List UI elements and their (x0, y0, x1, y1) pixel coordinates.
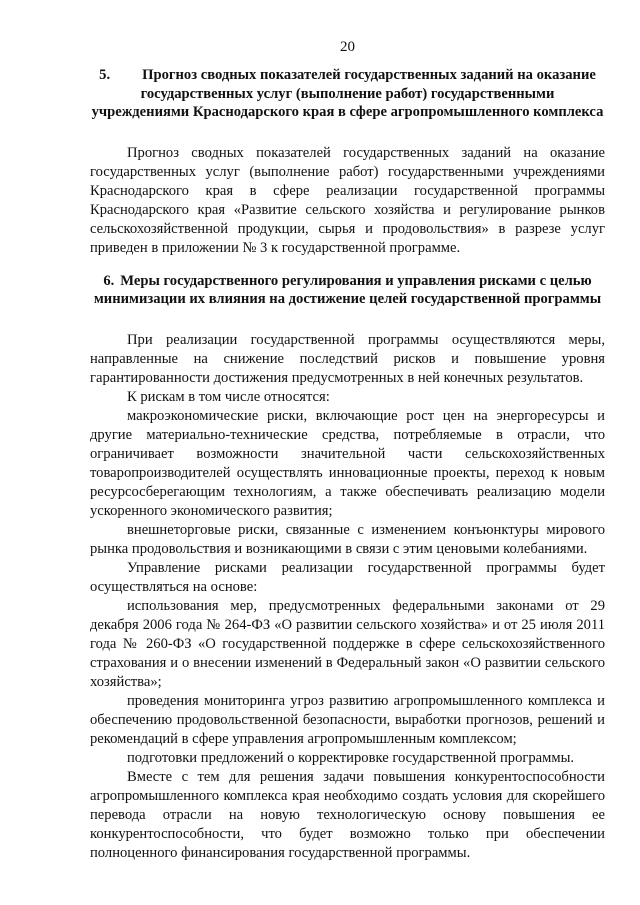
section-6-heading (90, 272, 605, 309)
page-number: 20 (340, 39, 355, 55)
section-5-title: Прогноз сводных показателей государственных заданий на оказание государственных услуг (выполнение работ) государственными учреждениями Краснодарского края в сфере агропромышленного комплекса (91, 67, 604, 120)
section-6-number: 6. (103, 272, 115, 289)
section-6-paragraph-7: проведения мониторинга угроз развитию агропромышленного комплекса и обеспечению продовольственной безопасности, выработки прогнозов, решений и рекомендаций в сфере управления агропромышленным комплексом; (90, 692, 605, 747)
section-6-paragraph-2: К рискам в том числе относятся: (127, 388, 330, 405)
section-6-paragraph-4: внешнеторговые риски, связанные с изменением конъюнктуры мирового рынка продовольствия и возникающими в связи с этим ценовыми колебаниями. (90, 521, 605, 557)
section-6-paragraph-1: При реализации государственной программы осуществляются меры, направленные на снижение последствий рисков и повышение уровня гарантированности достижения предусмотренных в ней конечных результатов. (90, 331, 605, 386)
section-6-paragraph-9: Вместе с тем для решения задачи повышения конкурентоспособности агропромышленного комплекса края необходимо создать условия для скорейшего перевода отрасли на новую технологическую основу повышения ее конкурентоспособности, что будет возможно только при обеспечении полноценного финансирования государственной программы. (90, 768, 605, 861)
section-6-paragraph-6: использования мер, предусмотренных федеральными законами от 29 декабря 2006 года № 264-ФЗ «О развитии сельского хозяйства» и от 25 июля 2011 года № 260-ФЗ «О государственной поддержке в сфере сельскохозяйственного страхования и о внесении изменений в Федеральный закон «О развитии сельского хозяйства»; (90, 597, 605, 690)
section-6-paragraph-5: Управление рисками реализации государственной программы будет осуществляться на основе: (90, 559, 605, 595)
section-5-paragraph: Прогноз сводных показателей государственных заданий на оказание государственных услуг (выполнение работ) государственными учреждениями Краснодарского края в сфере реализации государственной программы Краснодарского края «Развитие сельского хозяйства и регулирование рынков сельскохозяйственной продукции, сырья и продовольствия» в разрезе услуг приведен в приложении № 3 к государственной программе. (90, 144, 605, 256)
document-page (90, 38, 605, 863)
section-6-paragraph-8: подготовки предложений о корректировке государственной программы. (127, 749, 575, 766)
section-6-title: Меры государственного регулирования и управления рисками с целью минимизации их влияния на достижение целей государственной программы (93, 272, 602, 307)
section-5-number: 5. (99, 67, 111, 83)
section-5-heading (90, 66, 605, 122)
section-6-paragraph-3: макроэкономические риски, включающие рост цен на энергоресурсы и другие материально-технические средства, потребляемые в отрасли, что ограничивает возможности значительной части сельскохозяйственных товаропроизводителей осуществлять инновационные проекты, переход к новым ресурсосберегающим технологиям, а также обеспечивать реализацию модели ускоренного экономического развития; (90, 407, 605, 519)
